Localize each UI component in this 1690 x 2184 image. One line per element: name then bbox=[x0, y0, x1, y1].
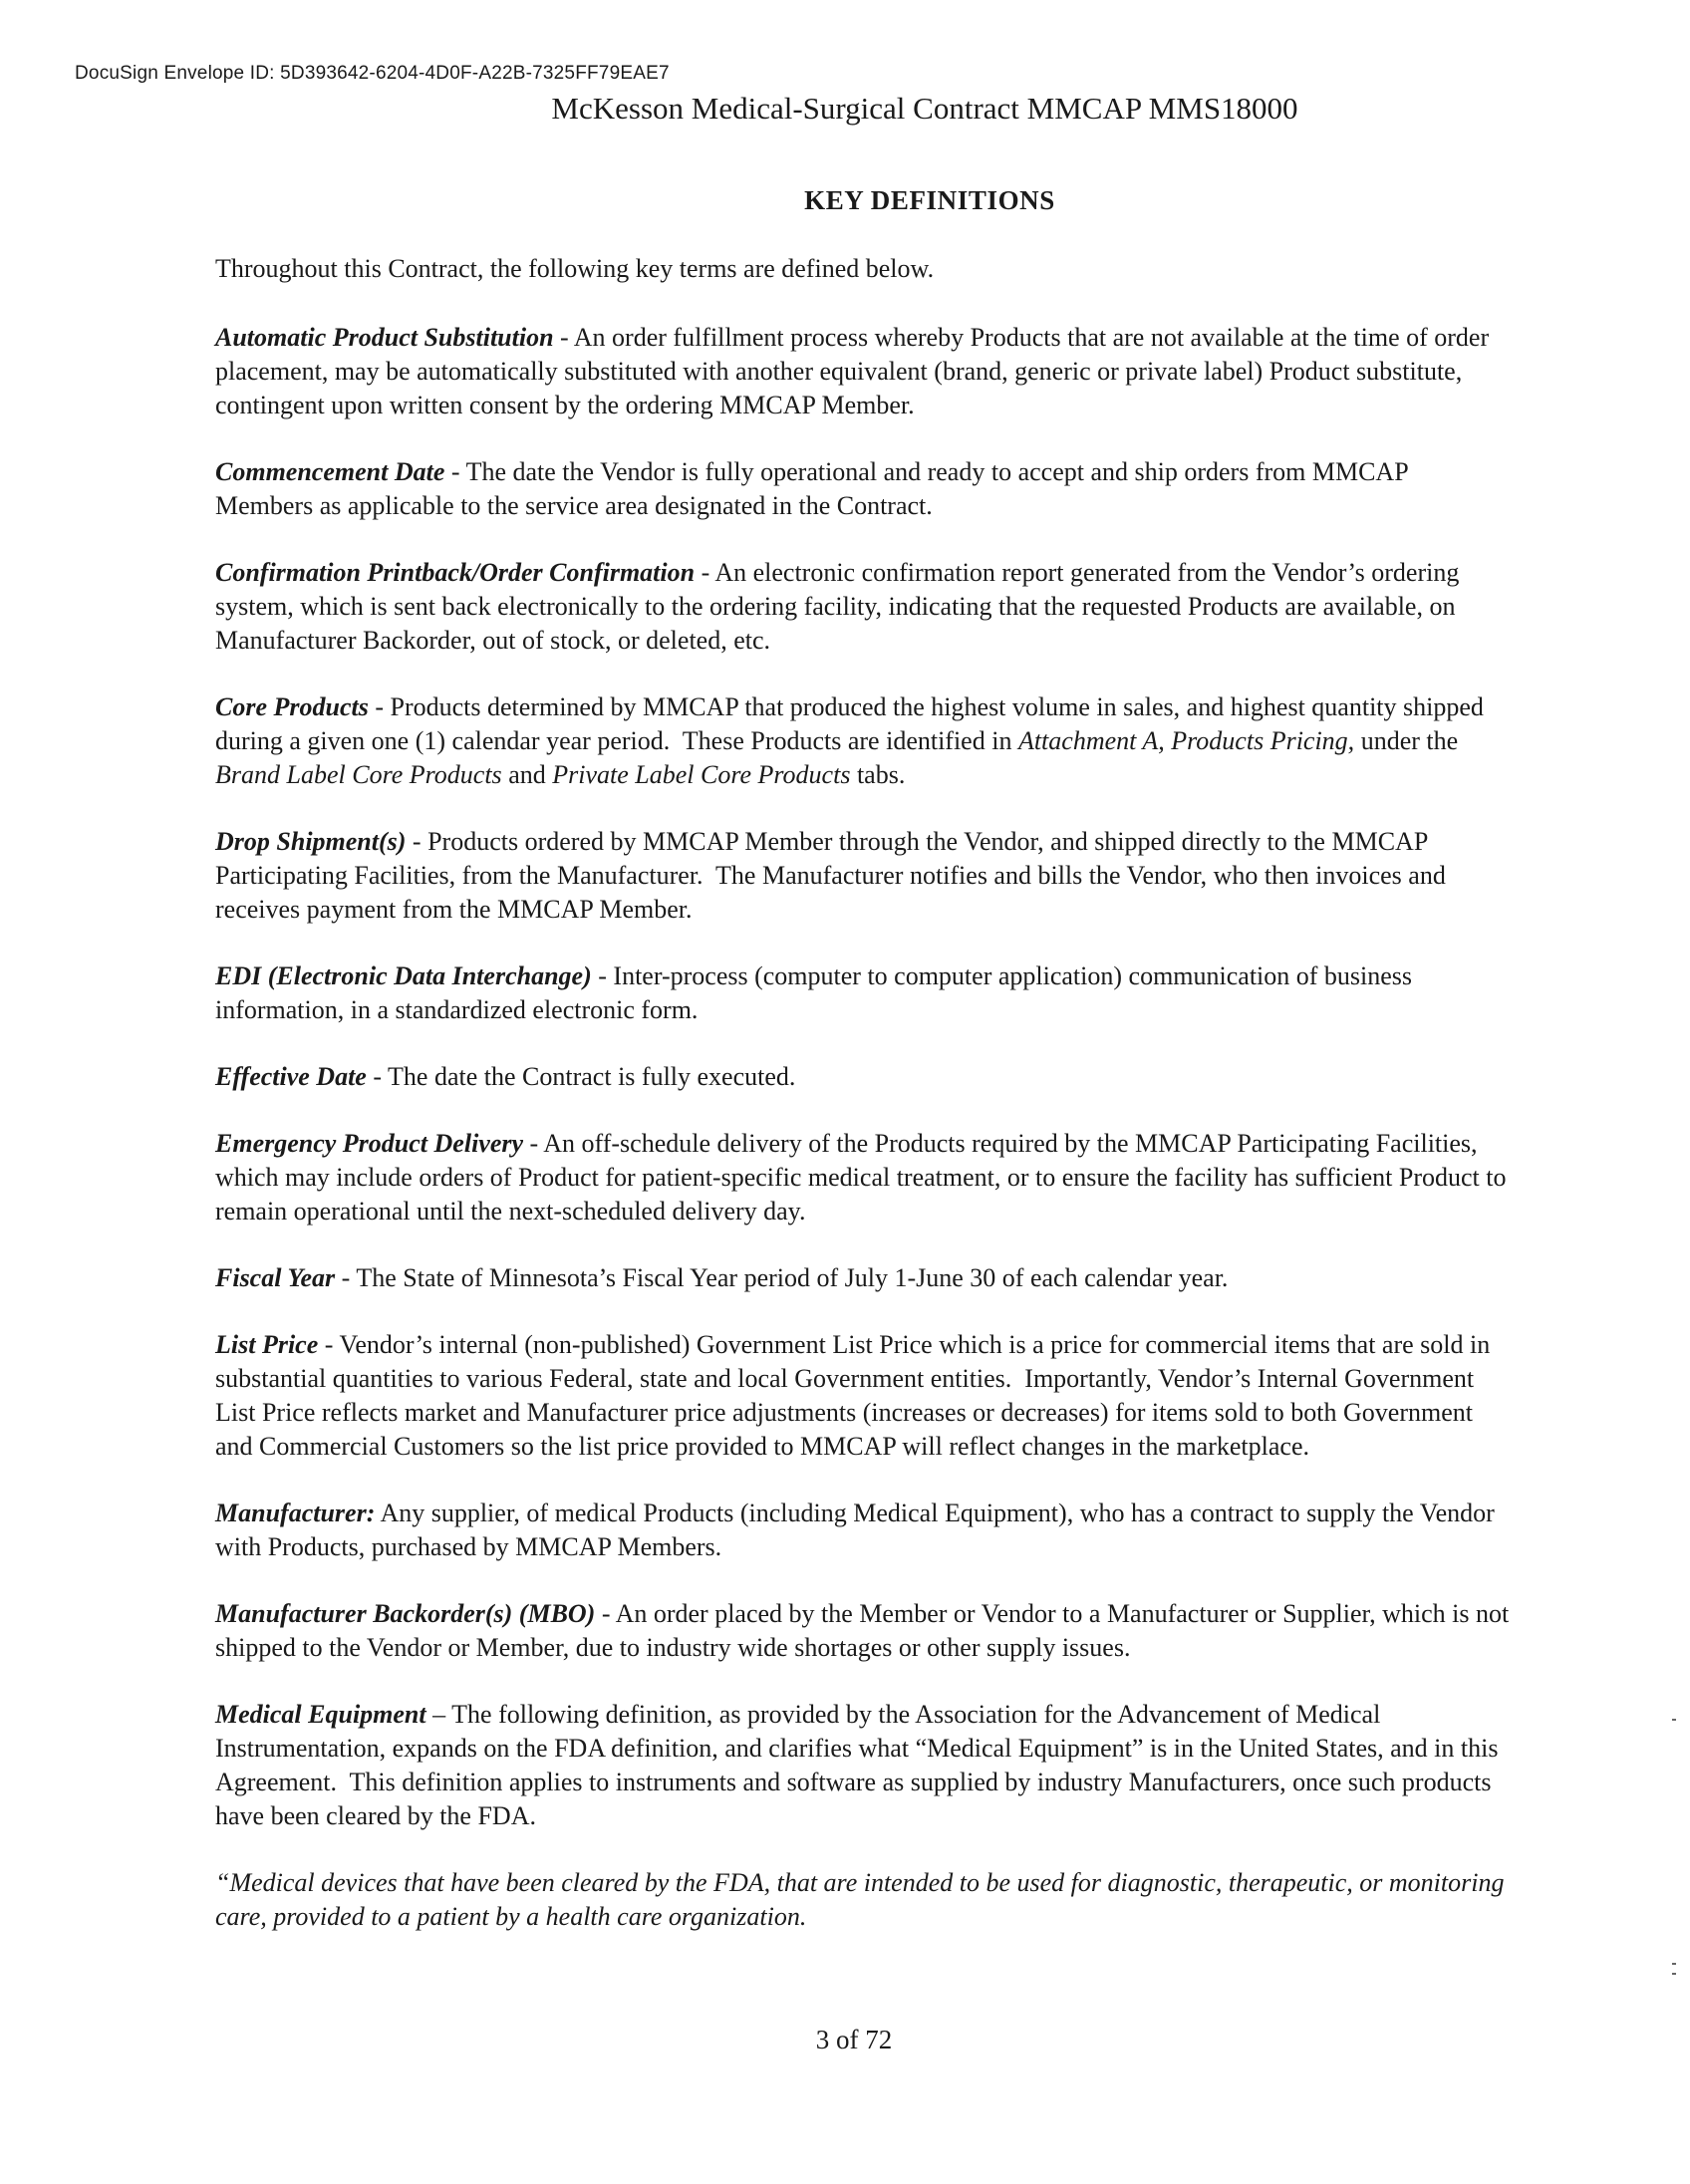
definition-separator: - bbox=[444, 457, 466, 486]
definition-term: List Price bbox=[215, 1330, 319, 1359]
definition-effective-date bbox=[215, 1060, 1511, 1094]
attachment-reference: Attachment A, Products Pricing, bbox=[1017, 726, 1355, 755]
definition-text: Products ordered by MMCAP Member through the Vendor, and shipped directly to the MMCAP Participating Facilities, from the Manufacturer. The Manufacturer notifies and bills the Vendor, who then invoices and receives payment from the MMCAP Member. bbox=[215, 827, 1453, 924]
definition-separator: - bbox=[523, 1129, 544, 1158]
definition-term: Manufacturer: bbox=[215, 1499, 376, 1527]
intro-paragraph: Throughout this Contract, the following key terms are defined below. bbox=[215, 254, 935, 283]
definition-text: Vendor’s internal (non-published) Government List Price which is a price for commercial items that are sold in substantial quantities to various Federal, state and local Government entities. Importantly, Vendor’s Internal Government List Price reflects market and Manufacturer price adjustments (increases or decreases) for items sold to both Government and Commercial Customers so the list price provided to MMCAP will reflect changes in the marketplace. bbox=[215, 1330, 1497, 1461]
definition-text: and bbox=[501, 760, 553, 789]
definition-text: Any supplier, of medical Products (including Medical Equipment), who has a contract to supply the Vendor with Products, purchased by MMCAP Members. bbox=[215, 1499, 1495, 1561]
definition-separator: - bbox=[591, 961, 614, 990]
scan-edge-mark bbox=[1672, 1973, 1676, 1975]
definition-edi bbox=[215, 959, 1511, 1027]
definition-emergency-product-delivery bbox=[215, 1127, 1511, 1228]
definition-separator: - bbox=[335, 1263, 357, 1292]
definition-text: The date the Vendor is fully operational and ready to accept and ship orders from MMCAP Members as applicable to the service area designated in the Contract. bbox=[215, 457, 1428, 520]
page-number: 3 of 72 bbox=[815, 2025, 893, 2054]
definition-separator: – bbox=[425, 1700, 452, 1729]
definition-separator: - bbox=[368, 692, 391, 721]
definition-text: An order placed by the Member or Vendor to a Manufacturer or Supplier, which is not shipped to the Vendor or Member, due to industry wide shortages or other supply issues. bbox=[215, 1599, 1510, 1662]
docusign-envelope-id: DocuSign Envelope ID: 5D393642-6204-4D0F-A22B-7325FF79EAE7 bbox=[75, 63, 670, 84]
tab-reference-brand-label: Brand Label Core Products bbox=[215, 760, 502, 789]
definition-term: Fiscal Year bbox=[215, 1263, 336, 1292]
definition-term: Automatic Product Substitution bbox=[215, 323, 554, 352]
definition-term: Commencement Date bbox=[215, 457, 445, 486]
definition-separator: - bbox=[318, 1330, 340, 1359]
definition-fiscal-year bbox=[215, 1261, 1511, 1295]
definition-term: EDI (Electronic Data Interchange) bbox=[215, 961, 592, 990]
definition-term: Drop Shipment(s) bbox=[215, 827, 407, 856]
definition-text: The date the Contract is fully executed. bbox=[388, 1062, 796, 1091]
definition-text: The State of Minnesota’s Fiscal Year period of July 1-June 30 of each calendar year. bbox=[356, 1263, 1229, 1292]
definition-manufacturer bbox=[215, 1497, 1511, 1564]
definition-separator: - bbox=[366, 1062, 389, 1091]
definition-drop-shipment bbox=[215, 825, 1511, 927]
definition-confirmation-printback bbox=[215, 556, 1511, 658]
definition-separator: - bbox=[595, 1599, 616, 1628]
definition-list-price bbox=[215, 1328, 1511, 1464]
section-title: KEY DEFINITIONS bbox=[804, 185, 1055, 215]
definition-term: Emergency Product Delivery bbox=[215, 1129, 524, 1158]
definition-separator: - bbox=[695, 558, 715, 587]
definition-separator: - bbox=[406, 827, 428, 856]
definition-text: under the bbox=[1354, 726, 1465, 755]
definition-term: Confirmation Printback/Order Confirmation bbox=[215, 558, 696, 587]
definition-text: An off-schedule delivery of the Products required by the MMCAP Participating Facilities, which may include orders of Product for patient-specific medical treatment, or to ensure the facility has sufficient Product to remain operational until the next-scheduled delivery day. bbox=[215, 1129, 1507, 1226]
definition-text: The following definition, as provided by the Association for the Advancement of Medical Instrumentation, expands on the FDA definition, and clarifies what “Medical Equipment” is in the United States, and in this Agreement. This definition applies to instruments and software as supplied by industry Manufacturers, once such products have been cleared by the FDA. bbox=[215, 1700, 1504, 1830]
scan-edge-mark bbox=[1672, 1963, 1676, 1965]
definition-term: Effective Date bbox=[215, 1062, 367, 1091]
definition-text: tabs. bbox=[850, 760, 906, 789]
definition-text: Products determined by MMCAP that produced the highest volume in sales, and highest quantity shipped during a given one (1) calendar year period. These Products are identified in bbox=[215, 692, 1491, 755]
fda-definition-quote: “Medical devices that have been cleared by the FDA, that are intended to be used for diagnostic, therapeutic, or monitoring care, provided to a patient by a health care organization. bbox=[215, 1868, 1505, 1931]
tab-reference-private-label: Private Label Core Products bbox=[552, 760, 851, 789]
definition-term: Manufacturer Backorder(s) (MBO) bbox=[215, 1599, 596, 1628]
definition-term: Core Products bbox=[215, 692, 369, 721]
definition-manufacturer-backorder bbox=[215, 1597, 1511, 1665]
definition-medical-equipment bbox=[215, 1698, 1511, 1833]
definition-text: An order fulfillment process whereby Products that are not available at the time of order placement, may be automatically substituted with another equivalent (brand, generic or private label) Product substitute, contingent upon written consent by the ordering MMCAP Member. bbox=[215, 323, 1490, 419]
definition-core-products bbox=[215, 690, 1511, 792]
contract-title: McKesson Medical-Surgical Contract MMCAP MMS18000 bbox=[551, 91, 1298, 126]
definition-automatic-product-substitution bbox=[215, 321, 1511, 422]
definition-term: Medical Equipment bbox=[215, 1700, 426, 1729]
definition-commencement-date bbox=[215, 455, 1511, 523]
definition-text: An electronic confirmation report generated from the Vendor’s ordering system, which is sent back electronically to the ordering facility, indicating that the requested Products are available, on Manufacturer Backorder, out of stock, or deleted, etc. bbox=[215, 558, 1460, 655]
definition-separator: - bbox=[553, 323, 574, 352]
scan-edge-mark bbox=[1672, 1719, 1676, 1721]
document-body bbox=[215, 252, 1511, 1934]
definition-text: Inter-process (computer to computer application) communication of business information, in a standardized electronic form. bbox=[215, 961, 1413, 1024]
